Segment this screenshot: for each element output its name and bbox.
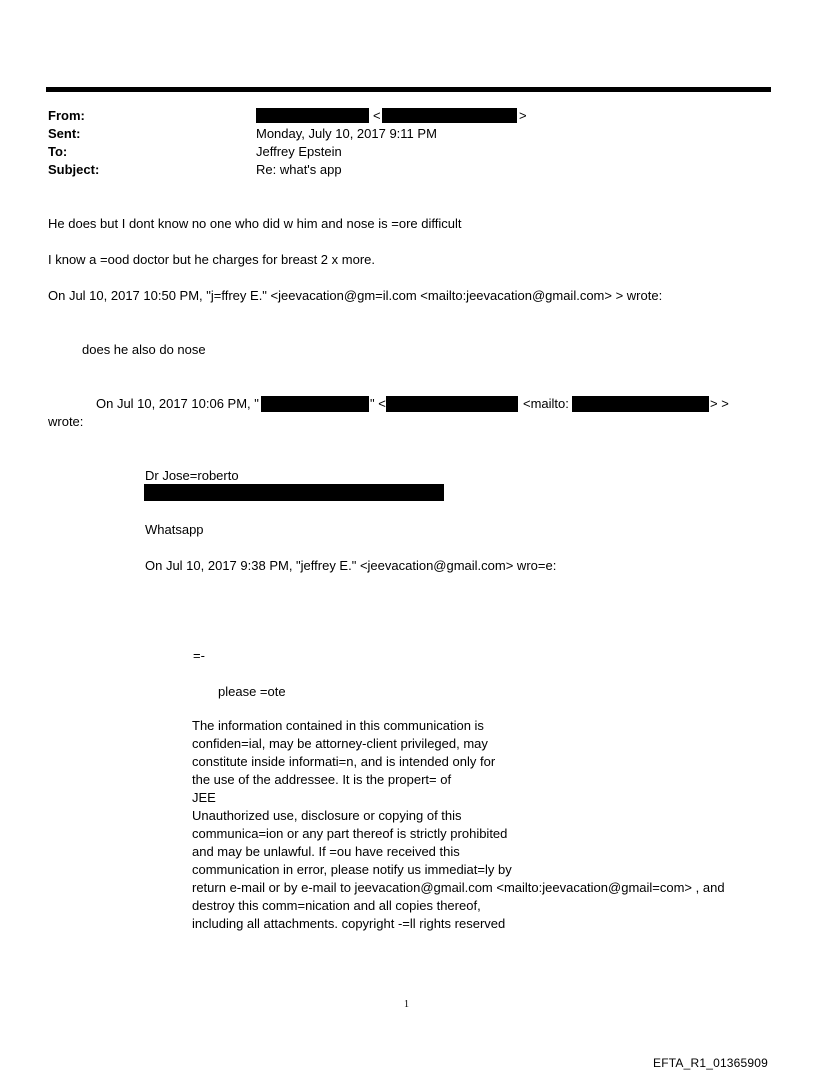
quote-2-header-mailto: <mailto:: [523, 396, 569, 411]
body-line-1: He does but I dont know no one who did w him and nose is =ore difficult: [48, 216, 462, 231]
redaction-sender-email: [382, 108, 517, 123]
subject-value: Re: what's app: [256, 162, 342, 177]
disclaimer-line-9: communication in error, please notify us immediat=ly by: [192, 862, 512, 877]
whatsapp-line: Whatsapp: [145, 522, 204, 537]
quote-3-header: On Jul 10, 2017 9:38 PM, "jeffrey E." <jeevacation@gmail.com> wro=e:: [145, 558, 557, 573]
disclaimer-line-12: including all attachments. copyright -=ll rights reserved: [192, 916, 506, 931]
redaction-sender-name: [256, 108, 369, 123]
disclaimer-line-8: and may be unlawful. If =ou have received this: [192, 844, 460, 859]
doctor-name: Dr Jose=roberto: [145, 468, 239, 483]
from-label: From:: [48, 108, 85, 123]
disclaimer-line-4: the use of the addressee. It is the propert= of: [192, 772, 452, 787]
redaction-quote-2-name: [261, 396, 369, 412]
disclaimer-line-10: return e-mail or by e-mail to jeevacation@gmail.com <mailto:jeevacation@gmail=com> , and: [192, 880, 725, 895]
sent-label: Sent:: [48, 126, 81, 141]
subject-label: Subject:: [48, 162, 100, 177]
to-value: Jeffrey Epstein: [256, 144, 342, 159]
redaction-doctor-contact: [144, 484, 444, 501]
quote-2-header-sep: " <: [370, 396, 386, 411]
body-line-2: I know a =ood doctor but he charges for breast 2 x more.: [48, 252, 375, 267]
quote-2-header-end: > >: [710, 396, 729, 411]
from-close-bracket: >: [519, 108, 527, 123]
redaction-quote-2-mailto: [572, 396, 709, 412]
quote-1-body: does he also do nose: [82, 342, 206, 357]
quote-2-header-start: On Jul 10, 2017 10:06 PM, ": [96, 396, 259, 411]
disclaimer-line-5: JEE: [192, 790, 216, 805]
header-rule: [46, 87, 771, 92]
from-open-bracket: <: [373, 108, 381, 123]
disclaimer-line-2: confiden=ial, may be attorney-client privileged, may: [192, 736, 488, 751]
quote-2-wrote: wrote:: [48, 414, 84, 429]
disclaimer-line-11: destroy this comm=nication and all copies thereof,: [192, 898, 481, 913]
redaction-quote-2-email: [386, 396, 518, 412]
disclaimer-line-7: communica=ion or any part thereof is strictly prohibited: [192, 826, 508, 841]
sent-value: Monday, July 10, 2017 9:11 PM: [256, 126, 437, 141]
to-label: To:: [48, 144, 68, 159]
disclaimer-line-6: Unauthorized use, disclosure or copying of this: [192, 808, 462, 823]
document-id: EFTA_R1_01365909: [653, 1056, 769, 1070]
quote-1-header: On Jul 10, 2017 10:50 PM, "j=ffrey E." <jeevacation@gm=il.com <mailto:jeevacation@gmail.com> > wrote:: [48, 288, 663, 303]
disclaimer-line-3: constitute inside informati=n, and is intended only for: [192, 754, 496, 769]
disclaimer-line-1: The information contained in this communication is: [192, 718, 484, 733]
please-note-line: please =ote: [218, 684, 286, 699]
page-number: 1: [404, 999, 409, 1010]
eq-dash-line: =-: [193, 648, 205, 663]
